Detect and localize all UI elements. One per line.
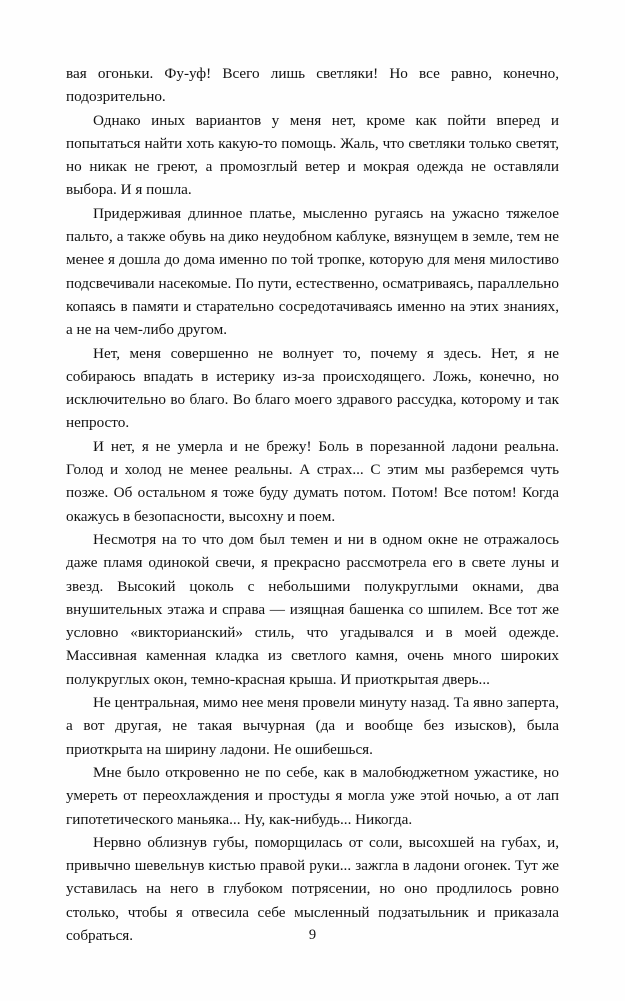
paragraph: Придерживая длинное платье, мысленно ругаясь на ужасно тяжелое пальто, а также обувь на дико неудобном каблуке, вязнущем в земле, тем не менее я дошла до дома именно по той тропке, которую для меня милостиво подсвечивали насекомые. По пути, естественно, осматриваясь, параллельно копаясь в памяти и старательно сосредотачиваясь именно на этих знаниях, а не на чем-либо другом. xyxy=(66,204,559,339)
paragraph: Однако иных вариантов у меня нет, кроме как пойти вперед и попытаться найти хоть какую-то помощь. Жаль, что светляки только светят, но никак не греют, а промозглый ветер и мокрая одежда не оставляли выбора. И я пошла. xyxy=(66,111,559,199)
paragraph: вая огоньки. Фу-уф! Всего лишь светляки! Но все равно, конечно, подозрительно. xyxy=(66,65,559,106)
paragraph: Не центральная, мимо нее меня провели минуту назад. Та явно заперта, а вот другая, не такая вычурная (да и вообще без изысков), была приоткрыта на ширину ладони. Не ошибешься. xyxy=(66,694,559,758)
paragraph: Несмотря на то что дом был темен и ни в одном окне не отражалось даже пламя одинокой свечи, я прекрасно рассмотрела его в свете луны и звезд. Высокий цоколь с небольшими полукруглыми окнами, два внушительных этажа и справа — изящная башенка со шпилем. Все тот же условно «викторианский» стиль, что угадывался и в моей одежде. Массивная каменная кладка из светлого камня, очень много широких полукруглых окон, темно-красная крыша. И приоткрытая дверь... xyxy=(66,530,559,688)
paragraph: Нервно облизнув губы, поморщилась от соли, высохшей на губах, и, привычно шевельнув кистью правой руки... зажгла в ладони огонек. Тут же уставилась на него в глубоком потрясении, но оно продлилось ровно столько, чтобы я отвесила себе мысленный подзатыльник и приказала собраться. xyxy=(66,833,559,944)
paragraph: И нет, я не умерла и не брежу! Боль в порезанной ладони реальна. Голод и холод не менее реальны. А страх... С этим мы разберемся чуть позже. Об остальном я тоже буду думать потом. Потом! Все потом! Когда окажусь в безопасности, высохну и поем. xyxy=(66,437,559,525)
paragraph: Мне было откровенно не по себе, как в малобюджетном ужастике, но умереть от переохлаждения и простуды я могла уже этой ночью, а от лап гипотетического маньяка... Ну, как-нибудь... Никогда. xyxy=(66,763,559,828)
page-body xyxy=(66,62,559,947)
paragraph: Нет, меня совершенно не волнует то, почему я здесь. Нет, я не собираюсь впадать в истерику из-за происходящего. Ложь, конечно, но исключительно во благо. Во благо моего здравого рассудка, которому и так непросто. xyxy=(66,344,559,432)
page-number: 9 xyxy=(308,927,317,943)
